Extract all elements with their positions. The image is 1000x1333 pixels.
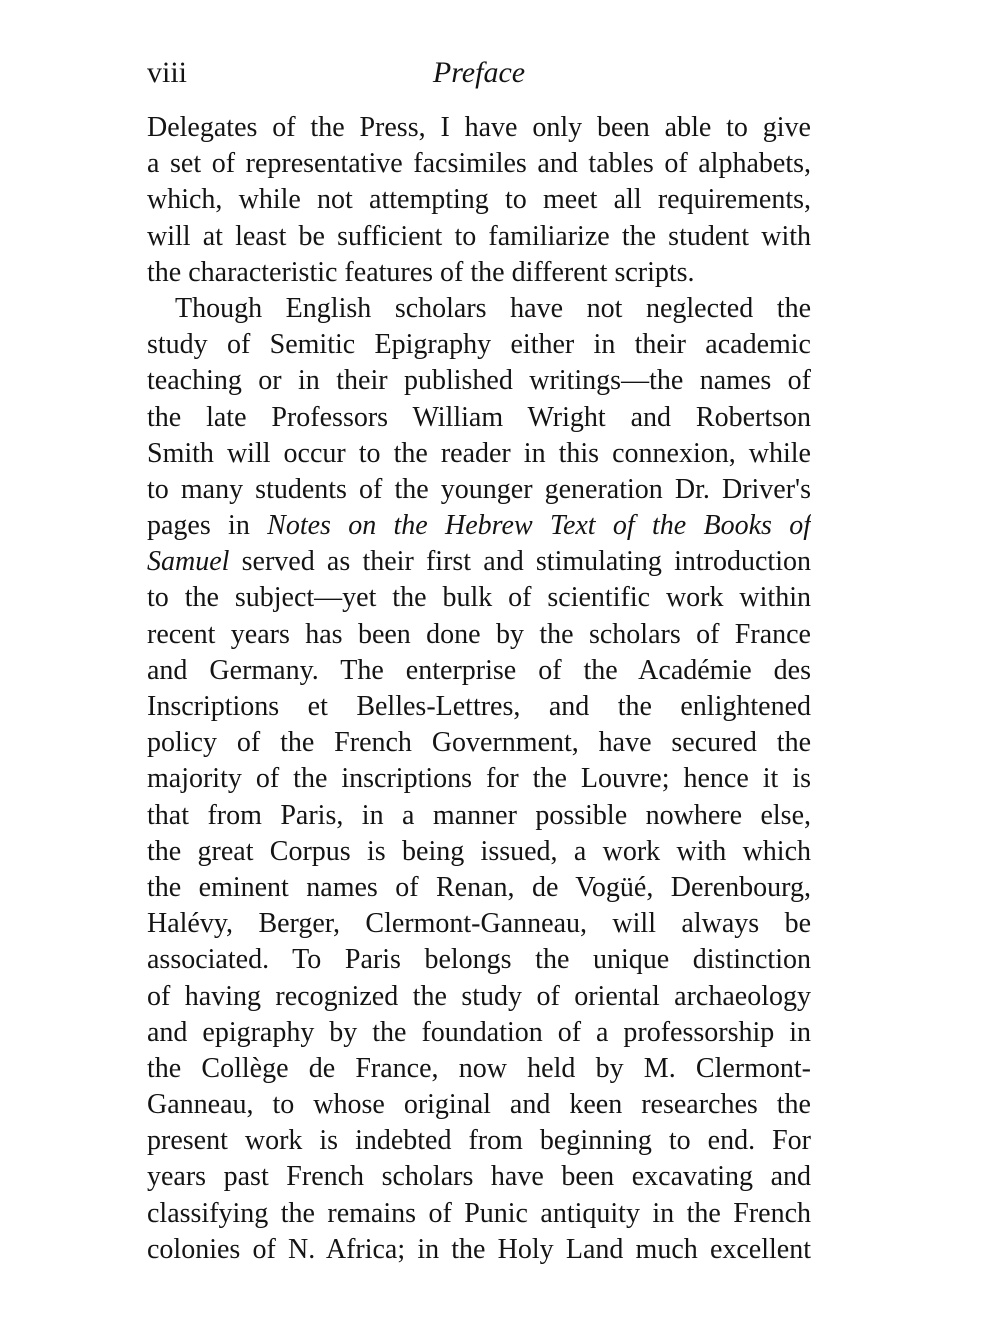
- body-text: [147, 110, 811, 1268]
- text-line: present work is indebted from beginning to end. For: [147, 1125, 811, 1157]
- text-line: colonies of N. Africa; in the Holy Land much excellent: [147, 1233, 811, 1265]
- text-line: recent years has been done by the scholars of France: [147, 618, 811, 650]
- text-line: the eminent names of Renan, de Vogüé, Derenbourg,: [147, 871, 811, 903]
- text-line: of having recognized the study of oriental archaeology: [147, 980, 811, 1012]
- text-line: a set of representative facsimiles and tables of alphabets,: [147, 148, 811, 180]
- text-line: majority of the inscriptions for the Louvre; hence it is: [147, 763, 811, 795]
- paragraph-1: [147, 110, 811, 291]
- text-line: the late Professors William Wright and Robertson: [147, 401, 811, 433]
- line-roman: pages in: [147, 510, 268, 542]
- page-header: [147, 56, 811, 100]
- text-line: Ganneau, to whose original and keen researches the: [147, 1089, 811, 1121]
- text-line: to many students of the younger generation Dr. Driver's: [147, 473, 811, 505]
- text-line: the characteristic features of the different scripts.: [147, 256, 695, 288]
- text-line: Delegates of the Press, I have only been able to give: [147, 112, 811, 143]
- line-roman: served as their first and stimulating introduction: [229, 546, 811, 578]
- text-line: Though English scholars have not neglected the: [175, 292, 811, 324]
- text-line: Halévy, Berger, Clermont-Ganneau, will always be: [147, 908, 811, 940]
- running-head: Preface: [432, 56, 526, 89]
- text-line: years past French scholars have been excavating and: [147, 1161, 811, 1193]
- text-line: will at least be sufficient to familiarize the student with: [147, 220, 811, 252]
- page-number: viii: [147, 56, 188, 89]
- text-line: the Collège de France, now held by M. Clermont-: [147, 1052, 811, 1084]
- text-line: study of Semitic Epigraphy either in their academic: [147, 329, 811, 361]
- text-line: associated. To Paris belongs the unique distinction: [147, 944, 811, 976]
- text-line: policy of the French Government, have secured the: [147, 727, 811, 759]
- text-line: classifying the remains of Punic antiquity in the French: [147, 1197, 811, 1229]
- text-line-mixed: [147, 508, 811, 544]
- book-title-italic: Samuel: [147, 546, 230, 578]
- text-line: that from Paris, in a manner possible nowhere else,: [147, 799, 811, 831]
- text-line: to the subject—yet the bulk of scientific work within: [147, 582, 811, 614]
- paragraph-2: [147, 291, 811, 1268]
- book-title-italic: Notes on the Hebrew Text of the Books of: [267, 510, 811, 542]
- text-line: teaching or in their published writings—the names of: [147, 365, 811, 397]
- text-line: the great Corpus is being issued, a work with which: [147, 835, 811, 867]
- text-line: and epigraphy by the foundation of a professorship in: [147, 1016, 811, 1048]
- text-line-mixed: [147, 544, 811, 580]
- text-line: Smith will occur to the reader in this connexion, while: [147, 437, 811, 469]
- text-line: Inscriptions et Belles-Lettres, and the enlightened: [147, 691, 811, 722]
- text-line: and Germany. The enterprise of the Académie des: [147, 654, 811, 686]
- text-line: which, while not attempting to meet all requirements,: [147, 184, 811, 216]
